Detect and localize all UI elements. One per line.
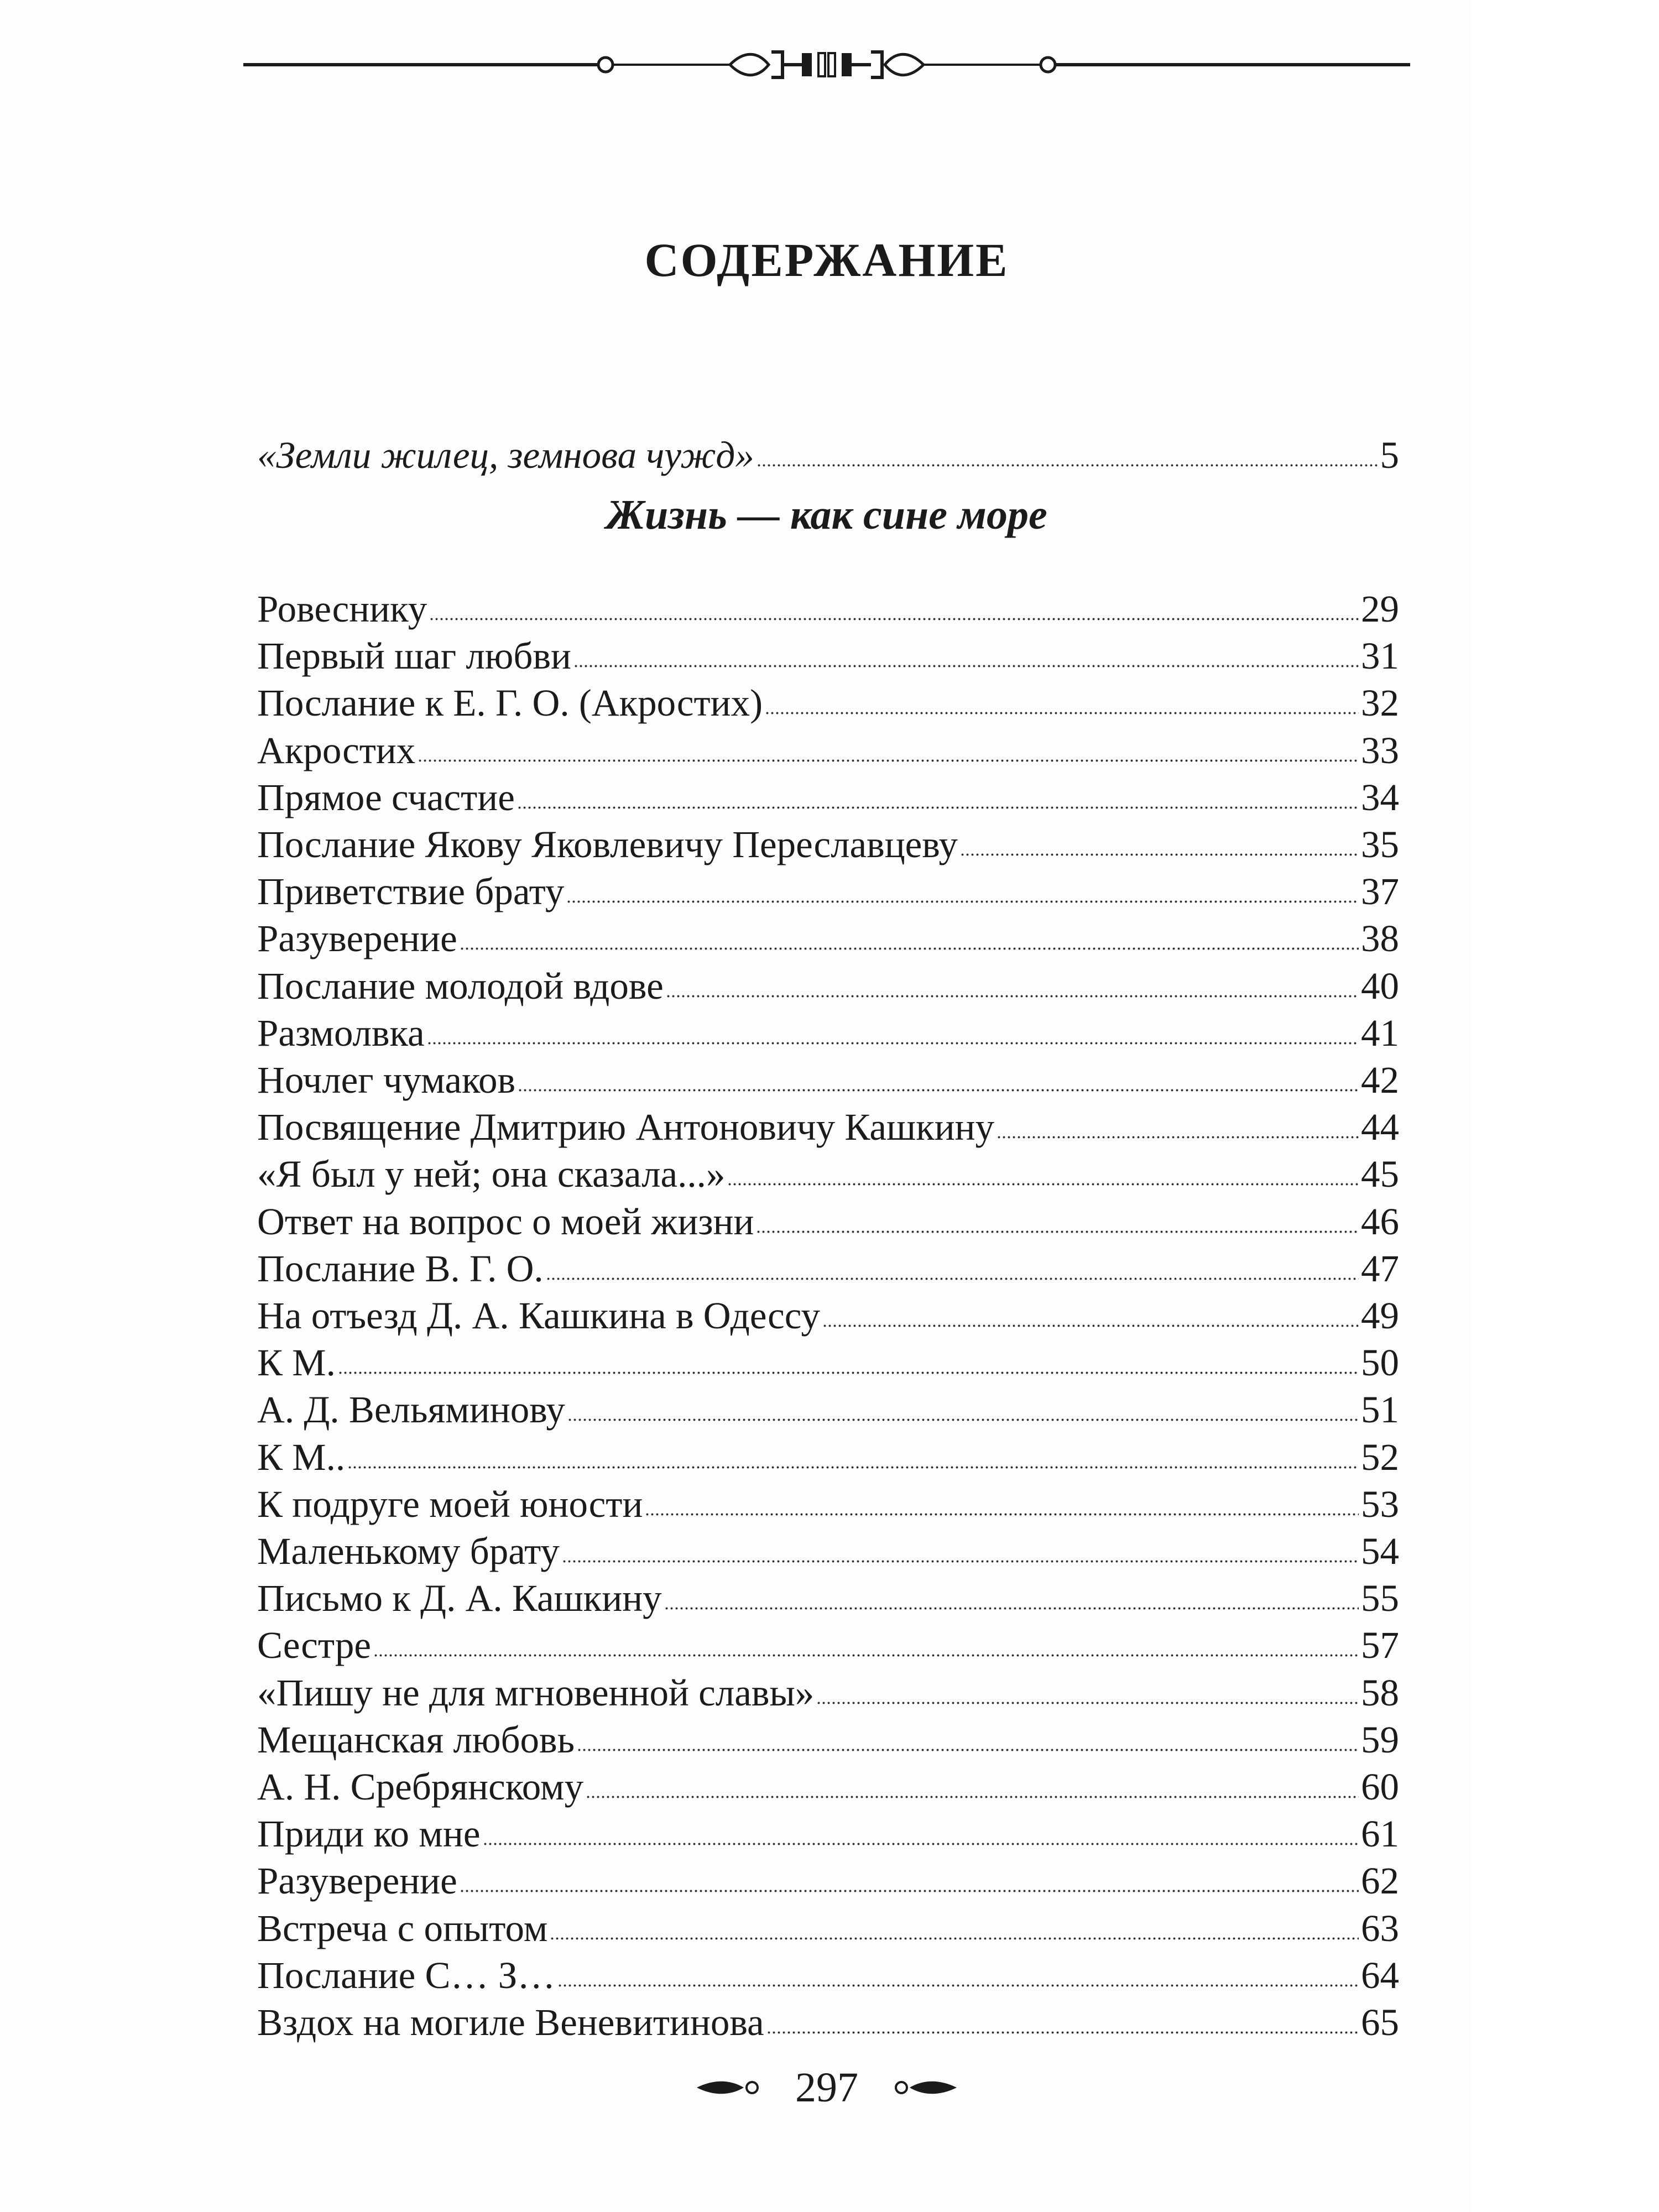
toc-entry[interactable]: [257, 1764, 1399, 1809]
dot-leader: [567, 1388, 1359, 1422]
toc-entry[interactable]: [257, 1481, 1399, 1527]
toc-entry-page: 29: [1361, 588, 1399, 630]
toc-entry-page: 59: [1361, 1719, 1399, 1761]
toc-entry-title: Послание Якову Яковлевичу Переславцеву: [257, 823, 958, 865]
toc-entry-title: Приветствие брату: [257, 870, 565, 912]
toc-entry-page: 40: [1361, 965, 1399, 1007]
toc-entry-page: 50: [1361, 1342, 1399, 1384]
toc-entry-page: 62: [1361, 1860, 1399, 1902]
toc-entry[interactable]: [257, 1010, 1399, 1056]
toc-entry-title: Письмо к Д. А. Кашкину: [257, 1577, 662, 1619]
toc-entry-page: 38: [1361, 917, 1399, 959]
toc-entry-title: Встреча с опытом: [257, 1907, 548, 1949]
dot-leader: [766, 2001, 1359, 2035]
dot-leader: [573, 634, 1359, 669]
toc-entry-page: 58: [1361, 1672, 1399, 1714]
toc-entry-page: 44: [1361, 1106, 1399, 1148]
toc-entry[interactable]: [257, 1057, 1399, 1103]
toc-entry-page: 33: [1361, 729, 1399, 771]
toc-entry-title: Акростих: [257, 729, 416, 771]
toc-entry-page: 64: [1361, 1954, 1399, 1996]
dot-leader: [566, 870, 1359, 904]
toc-entry[interactable]: [257, 633, 1399, 679]
toc-entry-title: Вздох на могиле Веневитинова: [257, 2001, 764, 2043]
toc-entry[interactable]: [257, 2000, 1399, 2045]
toc-entry[interactable]: [257, 1434, 1399, 1480]
dot-leader: [347, 1436, 1359, 1470]
toc-entry-title: Мещанская любовь: [257, 1719, 575, 1761]
toc-entry-page: 46: [1361, 1201, 1399, 1243]
dot-leader: [517, 776, 1359, 810]
dot-leader: [960, 823, 1359, 857]
toc-entry[interactable]: [257, 586, 1399, 632]
toc-entry-page: 5: [1380, 434, 1399, 476]
toc-entry[interactable]: [257, 1906, 1399, 1951]
toc-entry-page: 45: [1361, 1153, 1399, 1195]
toc-entry-title: А. Д. Вельяминову: [257, 1389, 565, 1431]
dot-leader: [997, 1105, 1359, 1140]
page-number-text: 297: [787, 2064, 866, 2111]
toc-entry[interactable]: [257, 1858, 1399, 1903]
toc-entry[interactable]: [257, 869, 1399, 914]
toc-entry-title: Сестре: [257, 1624, 371, 1666]
toc-entry[interactable]: [257, 1717, 1399, 1762]
toc-entry-title: Первый шаг любви: [257, 635, 571, 677]
dot-leader: [429, 587, 1359, 622]
toc-entry-title: «Пишу не для мгновенной славы»: [257, 1672, 815, 1714]
dot-leader: [518, 1058, 1359, 1093]
toc-entry-title: На отъезд Д. А. Кашкина в Одессу: [257, 1295, 821, 1337]
toc-entry[interactable]: [257, 1387, 1399, 1432]
toc-entry[interactable]: [257, 916, 1399, 961]
toc-entry-title: Ночлег чумаков: [257, 1059, 516, 1101]
toc-entry[interactable]: [257, 963, 1399, 1009]
dot-leader: [418, 729, 1359, 763]
toc-entry-page: 32: [1361, 682, 1399, 724]
toc-entry-title: Посвящение Дмитрию Антоновичу Кашкину: [257, 1106, 995, 1148]
toc-entry[interactable]: [257, 822, 1399, 867]
toc-entry-page: 55: [1361, 1577, 1399, 1619]
toc-entry-page: 37: [1361, 870, 1399, 912]
toc-entry-page: 60: [1361, 1766, 1399, 1808]
toc-entry-title: Маленькому брату: [257, 1530, 560, 1572]
dot-leader: [727, 1152, 1359, 1187]
toc-entry-title: К подруге моей юности: [257, 1483, 643, 1525]
toc-entry-title: «Земли жилец, земнова чужд»: [257, 434, 754, 476]
toc-entry-title: Ровеснику: [257, 588, 427, 630]
toc-entry-title: «Я был у ней; она сказала...»: [257, 1153, 726, 1195]
toc-entry-page: 49: [1361, 1295, 1399, 1337]
toc-entry[interactable]: [257, 1293, 1399, 1338]
toc-entry-title: Послание к Е. Г. О. (Акростих): [257, 682, 763, 724]
toc-entry-page: 57: [1361, 1624, 1399, 1666]
toc-entry-title: Послание В. Г. О.: [257, 1248, 544, 1290]
toc-heading: СОДЕРЖАНИЕ: [644, 233, 1009, 286]
dot-leader: [373, 1624, 1359, 1658]
dot-leader: [483, 1812, 1359, 1846]
dot-leader: [338, 1341, 1359, 1375]
dot-leader: [586, 1765, 1359, 1799]
toc-entry-page: 63: [1361, 1907, 1399, 1949]
page-number: [697, 2064, 957, 2111]
dot-leader: [765, 681, 1359, 716]
dot-leader: [546, 1247, 1359, 1281]
toc-entry[interactable]: [257, 1575, 1399, 1621]
toc-entry-title: Разуверение: [257, 1860, 457, 1902]
toc-entry-page: 42: [1361, 1059, 1399, 1101]
toc-entry[interactable]: [257, 1246, 1399, 1291]
toc-entry[interactable]: [257, 728, 1399, 773]
dot-leader: [816, 1671, 1359, 1705]
dot-leader: [756, 1200, 1359, 1234]
toc-entry[interactable]: [257, 1104, 1399, 1150]
toc-entry[interactable]: [257, 1151, 1399, 1197]
toc-entry[interactable]: [257, 1811, 1399, 1856]
toc-entry-title: Приди ко мне: [257, 1813, 481, 1855]
section-heading: Жизнь — как сине море: [606, 492, 1047, 538]
toc-entry[interactable]: [257, 1623, 1399, 1668]
toc-entry-title: Прямое счастие: [257, 776, 515, 818]
toc-entry-page: 47: [1361, 1248, 1399, 1290]
toc-entry-page: 53: [1361, 1483, 1399, 1525]
dot-leader: [577, 1718, 1359, 1752]
toc-entry[interactable]: [257, 775, 1399, 820]
toc-entry[interactable]: [257, 1670, 1399, 1715]
toc-entry[interactable]: [257, 1953, 1399, 1998]
toc-entry-title: К М.: [257, 1342, 336, 1384]
toc-entry-title: Послание молодой вдове: [257, 965, 664, 1007]
toc-entry-page: 61: [1361, 1813, 1399, 1855]
dot-leader: [557, 1954, 1359, 1988]
toc-entry-page: 31: [1361, 635, 1399, 677]
toc-entry-title: Разуверение: [257, 917, 457, 959]
toc-entry-page: 35: [1361, 823, 1399, 865]
dot-leader: [666, 964, 1359, 999]
dot-leader: [664, 1577, 1359, 1611]
toc-entry-page: 54: [1361, 1530, 1399, 1572]
toc-entry-page: 41: [1361, 1012, 1399, 1054]
dot-leader: [645, 1483, 1359, 1517]
dot-leader: [427, 1011, 1359, 1046]
dot-leader: [460, 917, 1359, 951]
toc-entry[interactable]: [257, 1528, 1399, 1574]
dot-leader: [822, 1294, 1359, 1328]
dot-leader: [550, 1907, 1359, 1941]
toc-entry-page: 51: [1361, 1389, 1399, 1431]
toc-entry-title: Размолвка: [257, 1012, 425, 1054]
toc-entry-page: 34: [1361, 776, 1399, 818]
toc-entry-page: 65: [1361, 2001, 1399, 2043]
toc-entry-title: Ответ на вопрос о моей жизни: [257, 1201, 754, 1243]
toc-entry[interactable]: [257, 1199, 1399, 1244]
toc-entry-title: К М..: [257, 1436, 346, 1478]
dot-leader: [460, 1859, 1359, 1893]
dot-leader: [562, 1530, 1359, 1564]
toc-entry-title: Послание С… З…: [257, 1954, 556, 1996]
toc-entry[interactable]: [257, 1340, 1399, 1385]
toc-entry-title: А. Н. Сребрянскому: [257, 1766, 584, 1808]
toc-entry[interactable]: [257, 680, 1399, 726]
toc-entry-page: 52: [1361, 1436, 1399, 1478]
